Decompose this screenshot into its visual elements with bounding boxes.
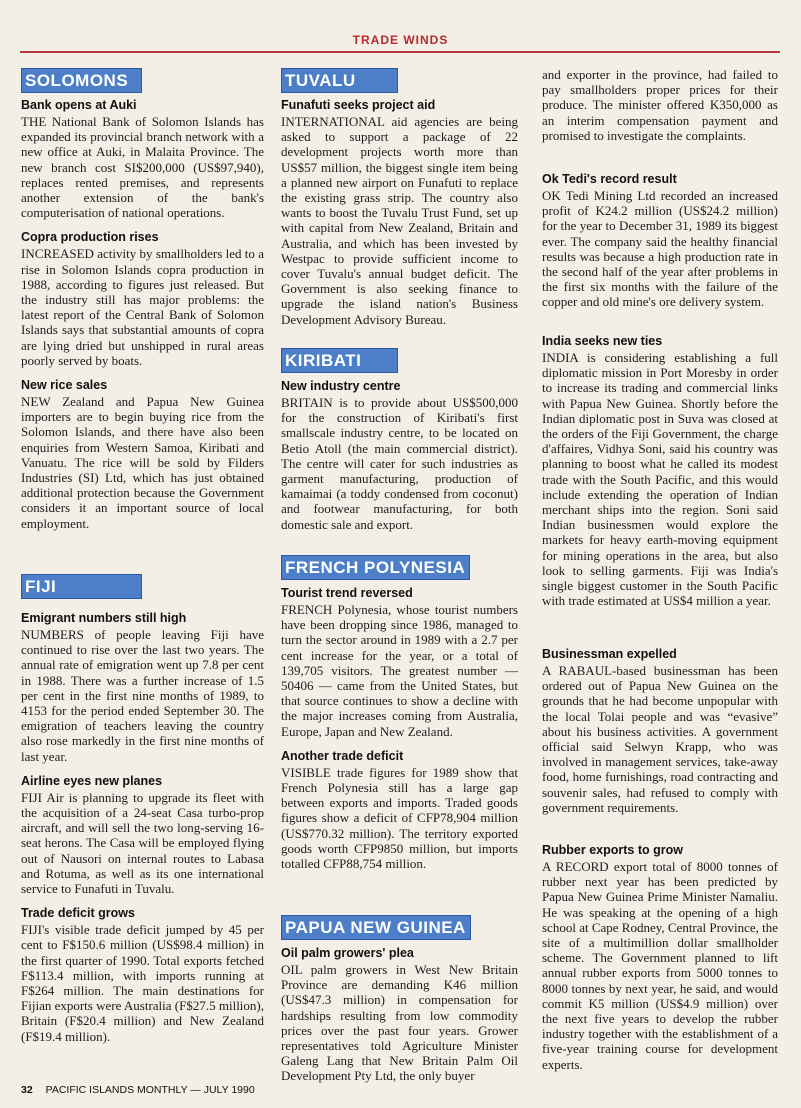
kiribati-banner: KIRIBATI (281, 348, 398, 373)
article-bank (21, 97, 264, 220)
tuvalu-section (281, 68, 518, 327)
article-body: INCREASED activity by smallholders led to a rise in Solomon Islands copra production in 1988, according to figures just released. But the industry still has major problems: the latest report of the Central Bank of Solomon Islands says that substantial amounts of copra are lying dried but unshipped in rural areas poorly served by boats. (21, 246, 264, 368)
article-headline: New industry centre (281, 379, 401, 393)
article-funafuti (281, 97, 518, 327)
article-emigrant (21, 610, 264, 764)
article-headline: Tourist trend reversed (281, 586, 413, 600)
article-headline: Ok Tedi's record result (542, 172, 677, 186)
article-headline: Trade deficit grows (21, 906, 135, 921)
article-headline: India seeks new ties (542, 334, 663, 348)
article-headline: New rice sales (21, 378, 108, 393)
article-body: NEW Zealand and Papua New Guinea importers are to begin buying rice from the Solomon Islands, and there have also been enquiries from Western Samoa, Kiribati and Vanuatu. The rice will be sold by Filders Industries (SI) Ltd, which has just obtained additional protection because the Government considers it an important source of local employment. (21, 394, 264, 531)
page-number: 32 (21, 1084, 33, 1096)
article-headline: Oil palm growers' plea (281, 946, 414, 960)
png-banner: PAPUA NEW GUINEA (281, 915, 471, 940)
article-headline: Businessman expelled (542, 647, 677, 661)
french-polynesia-banner: FRENCH POLYNESIA (281, 555, 470, 580)
article-industry (281, 378, 518, 532)
section-title: TRADE WINDS (352, 33, 449, 47)
article-body-continued: and exporter in the province, had failed to pay smallholders proper prices for their produce. The minister offered K350,000 as an interim compensation payment and promised to investigate the complaints. (542, 67, 778, 143)
article-oilpalm (281, 945, 518, 1084)
solomons-section (21, 68, 264, 531)
article-fp-deficit (281, 748, 518, 871)
article-tourist (281, 585, 518, 739)
article-body: BRITAIN is to provide about US$500,000 for the construction of Kiribati's first smallscale industry centre, to be located on Betio Atoll (the main commercial district). The centre will cater for such industries as garment manufacturing, production of kamaimai (a toddy condensed from coconut) and footwear manufacturing, for both domestic sale and export. (281, 395, 518, 532)
solomons-banner: SOLOMONS (21, 68, 142, 93)
page-footer (21, 1084, 255, 1096)
article-oilpalm-continued (542, 66, 778, 143)
article-copra (21, 229, 264, 368)
french-polynesia-section (281, 555, 518, 871)
article-headline: Emigrant numbers still high (21, 611, 187, 625)
article-body: NUMBERS of people leaving Fiji have continued to rise over the last two years. The annual rate of emigration went up 7.8 per cent in 1988. There was a further increase of 1.5 per cent in the first nine months of 1989, to 4153 for the period ended September 30. The emigration of teachers leaving the country also rose markedly in the first nine months of last year. (21, 627, 264, 764)
article-headline: Copra production rises (21, 230, 159, 245)
article-headline: Rubber exports to grow (542, 843, 683, 857)
kiribati-section (281, 348, 518, 532)
article-headline: Airline eyes new planes (21, 773, 163, 788)
article-headline: Bank opens at Auki (21, 98, 137, 112)
png-section (281, 915, 518, 1084)
article-india (542, 333, 778, 608)
article-body: INDIA is considering establishing a full diplomatic mission in Port Moresby in order to increase its trading and commercial links with Papua New Guinea. Shortly before the Indian diplomatic post in Suva was closed at the orders of the Fiji Government, the charge d'affaires, Vidhya Soni, said his country was planning to boost what he called its modest trade with the South Pacific, and this would include extending the operation of Indian merchant ships into the region. Soni said Indian businessmen would explore the markets for heavy earth-moving equipment for mining operations in the area, but also look to selling garments. Fiji was India's single biggest customer in the South Pacific with trade estimated at US$4 million a year. (542, 350, 778, 609)
article-rubber (542, 842, 778, 1072)
article-headline: Funafuti seeks project aid (281, 98, 436, 112)
article-body: FIJI Air is planning to upgrade its fleet with the acquisition of a 24-seat Casa turbo-prop aircraft, and will sell the two long-serving 16-seat herons. The Casa will be employed flying out of Nausori on internal routes to Labasa and Rotuma, as well as its one international service to Funafuti in Tuvalu. (21, 789, 264, 897)
article-body: INTERNATIONAL aid agencies are being asked to support a package of 22 development projects worth more than US$57 million, the biggest single item being a planned new airport on Funafuti to replace the existing grass strip. The country also wants to boost the Tuvalu Trust Fund, set up with capital from New Zealand, Britain and Australia, and which has been invested by Westpac to provide sufficient income to cover Tuvalu's annual budget deficit. The Government is also seeking finance to upgrade the island nation's Business Development Advisory Bureau. (281, 114, 518, 327)
article-body: A RABAUL-based businessman has been ordered out of Papua New Guinea on the grounds that he had become unpopular with the local Tolai people and was “evasive” about his business activities. A government official said Selwyn Krapp, who was involved in management services, take-away food, home furnishings, road contracting and souvenir sales, had refused to comply with government requirements. (542, 663, 778, 815)
article-body: OIL palm growers in West New Britain Province are demanding K46 million (US$47.3 million) in compensation for hardships resulting from low commodity prices over the past four years. Grower representatives told Agriculture Minister Galeng Lang that New Britain Palm Oil Development Pty Ltd, the only buyer (281, 962, 518, 1084)
tuvalu-banner: TUVALU (281, 68, 398, 93)
article-oktedi (542, 171, 778, 310)
header-rule (20, 51, 780, 53)
fiji-banner: FIJI (21, 574, 142, 599)
article-body: OK Tedi Mining Ltd recorded an increased profit of K24.2 million (US$24.2 million) for the year to December 31, 1989 its biggest ever. The company said the healthy financial results was because a high production rate in the second half of the year after problems in the first six months with the failure of the copper and old mine's ore delivery system. (542, 188, 778, 310)
article-headline: Another trade deficit (281, 748, 404, 763)
article-fiji-deficit (21, 905, 264, 1044)
article-body: FRENCH Polynesia, whose tourist numbers have been dropping since 1986, managed to turn the sector around in 1989 with a 2.7 per cent increase for the year, or a total of 139,705 visitors. The greatest number — 50406 — came from the United States, but that source continues to show a decline with the major increases coming from Australia, Europe, Japan and New Zealand. (281, 602, 518, 739)
article-body: FIJI's visible trade deficit jumped by 45 per cent to F$150.6 million (US$98.4 million) in the first quarter of 1990. Total exports fetched F$113.4 million, with imports running at F$264 million. The main destinations for Fijian exports were Australia (F$27.5 million), Britain (F$20.4 million) and New Zealand (F$19.4 million). (21, 922, 264, 1044)
article-body: VISIBLE trade figures for 1989 show that French Polynesia still has a large gap between exports and imports. Traded goods figures show a deficit of CFP78,904 million (US$770.32 million). The territory exported goods worth CFP9850 million, but imports totalled CFP88,754 million. (281, 764, 518, 872)
article-expelled (542, 646, 778, 815)
article-airline (21, 773, 264, 896)
article-body: A RECORD export total of 8000 tonnes of rubber next year has been predicted by Papua New Guinea Prime Minister Namaliu. He was speaking at the opening of a high school at Cape Rodney, Central Province, the site of a multimillion dollar smallholder scheme. The Government planned to lift annual rubber exports from 5000 tonnes to 8000 tonnes by next year, he said, and would commit K5 million (US$4.9 million) over the next five years to develop the rubber industry together with the establishment of a five-year training course for development experts. (542, 859, 778, 1072)
fiji-section (21, 574, 264, 1044)
article-rice (21, 377, 264, 531)
publication-line: PACIFIC ISLANDS MONTHLY — JULY 1990 (45, 1084, 255, 1096)
article-body: THE National Bank of Solomon Islands has expanded its provincial branch network with a new office at Auki, in Malaita Province. The new branch cost SI$200,000 (US$97,940), replaces rented premises, and represents another extension of the bank's computerisation of national operations. (21, 114, 264, 221)
